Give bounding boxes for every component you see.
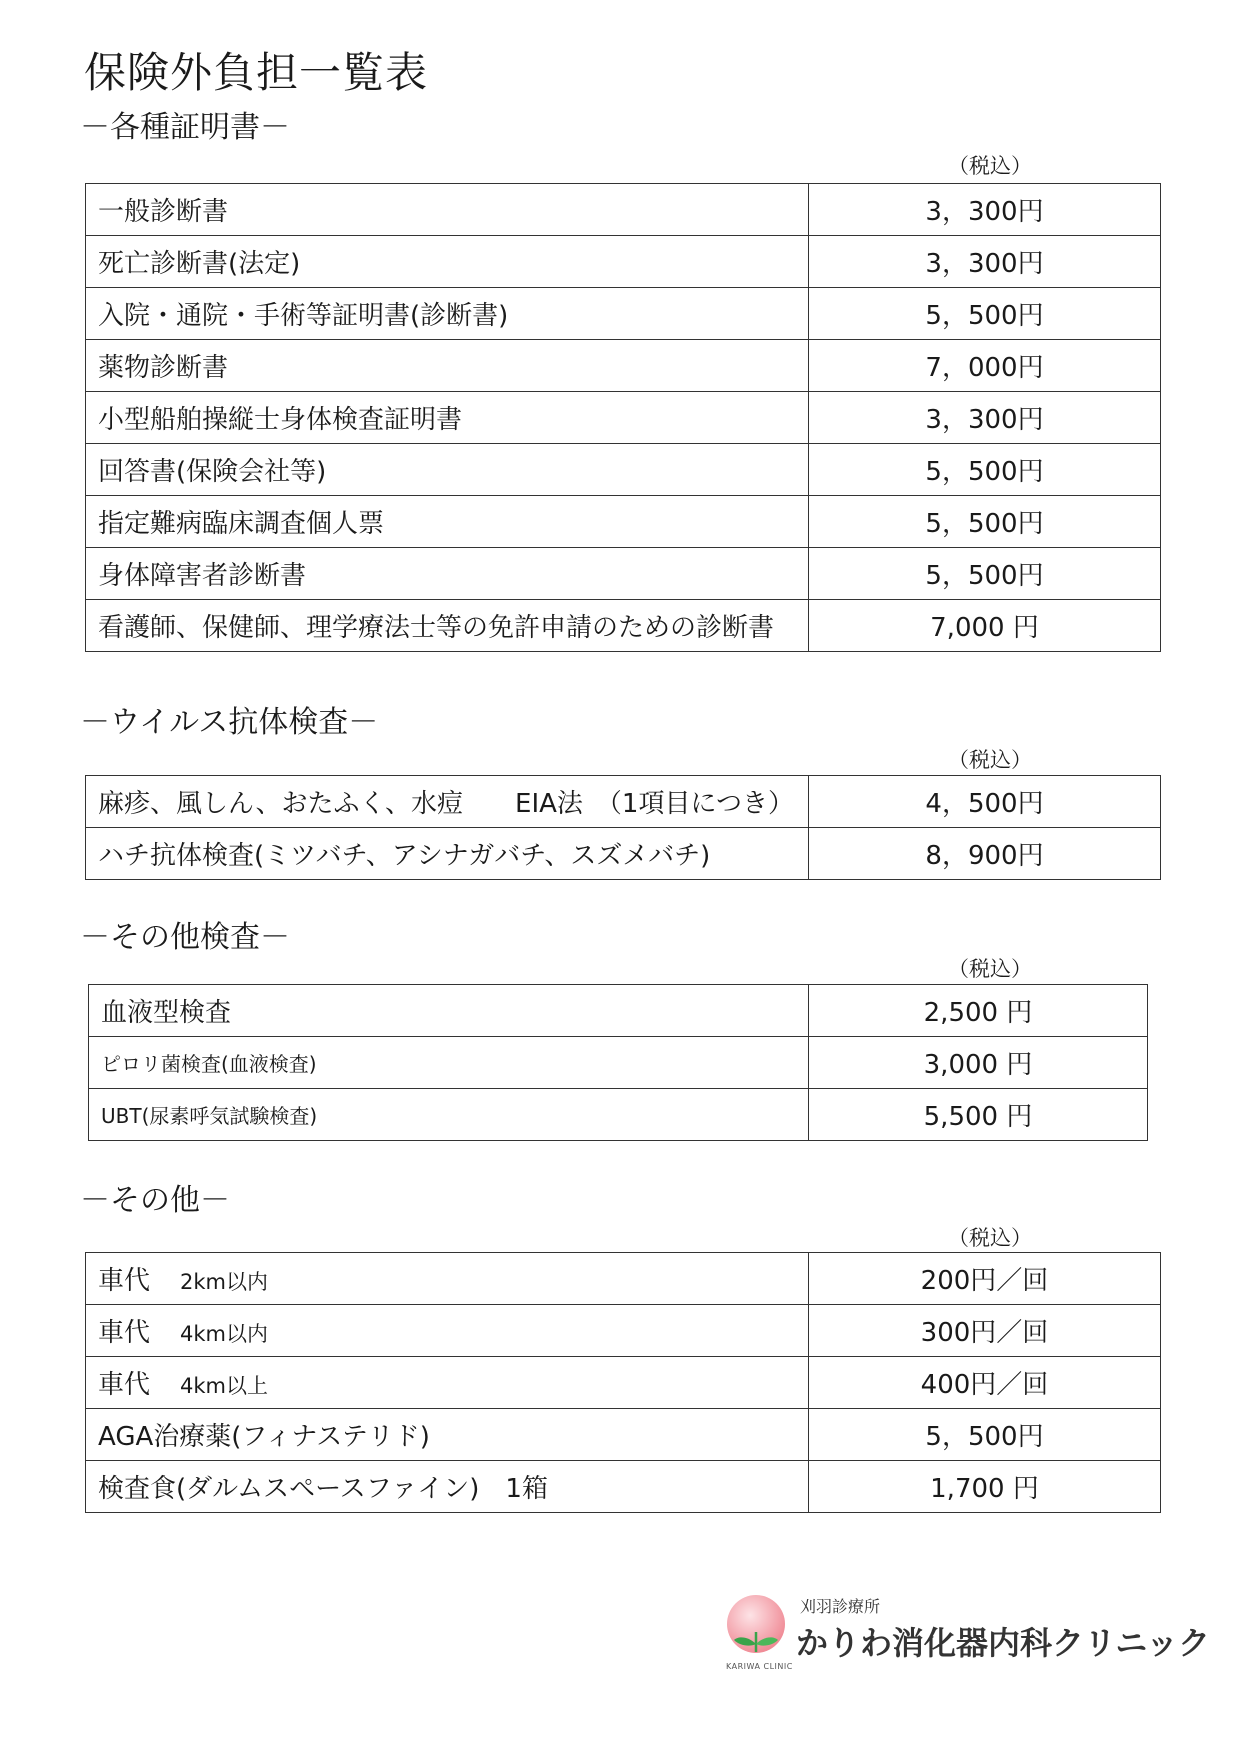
item-name: 一般診断書 (86, 184, 809, 236)
item-name: 血液型検査 (89, 985, 809, 1037)
item-name: UBT(尿素呼気試験検査) (89, 1089, 809, 1141)
table-row (86, 340, 1161, 392)
table-row (86, 496, 1161, 548)
item-name: 車代 (98, 1370, 151, 1400)
item-price: 7，000円 (809, 340, 1161, 392)
section-heading-antibody: －ウイルス抗体検査－ (80, 705, 379, 740)
item-name: 回答書(保険会社等) (86, 444, 809, 496)
tax-label: （税込） (948, 957, 1032, 981)
other-tests-table (88, 984, 1148, 1141)
table-row (86, 776, 1161, 828)
item-name: 小型船舶操縦士身体検査証明書 (86, 392, 809, 444)
section-heading-certificates: －各種証明書－ (80, 110, 290, 145)
clinic-logo (726, 1592, 1211, 1682)
certificates-table (85, 183, 1161, 652)
item-price: 3，300円 (809, 184, 1161, 236)
antibody-table (85, 775, 1161, 880)
tax-label: （税込） (948, 748, 1032, 772)
table-row (86, 1357, 1161, 1409)
table-row (86, 288, 1161, 340)
item-note: 4km以上 (180, 1374, 268, 1398)
table-row (86, 1305, 1161, 1357)
section-heading-other-tests: －その他検査－ (80, 920, 290, 955)
item-price: 4，500円 (809, 776, 1161, 828)
item-name: 入院・通院・手術等証明書(診断書) (86, 288, 809, 340)
table-row (89, 985, 1148, 1037)
table-row (89, 1037, 1148, 1089)
item-price: 5,500 円 (809, 1089, 1148, 1141)
item-name: 指定難病臨床調査個人票 (86, 496, 809, 548)
item-name: 検査食(ダルムスペースファイン) 1箱 (86, 1461, 809, 1513)
clinic-subtitle: 刈羽診療所 (800, 1597, 881, 1616)
item-price: 3,000 円 (809, 1037, 1148, 1089)
item-price: 5，500円 (809, 496, 1161, 548)
item-price: 2,500 円 (809, 985, 1148, 1037)
tax-label: （税込） (948, 154, 1032, 178)
table-row (86, 1409, 1161, 1461)
item-price: 5，500円 (809, 1409, 1161, 1461)
item-price: 8，900円 (809, 828, 1161, 880)
section-heading-others: －その他－ (80, 1183, 230, 1218)
page-title: 保険外負担一覧表 (84, 48, 429, 97)
clinic-english-name: KARIWA CLINIC (726, 1662, 793, 1671)
others-table (85, 1252, 1161, 1513)
item-name: 車代 (98, 1318, 151, 1348)
item-price: 3，300円 (809, 236, 1161, 288)
item-name: ピロリ菌検査(血液検査) (89, 1037, 809, 1089)
item-note: 2km以内 (180, 1270, 268, 1294)
clinic-name: かりわ消化器内科クリニック (796, 1624, 1211, 1662)
table-row (86, 1461, 1161, 1513)
peach-leaf-icon (726, 1592, 786, 1670)
item-price: 3，300円 (809, 392, 1161, 444)
table-row (86, 392, 1161, 444)
item-name: AGA治療薬(フィナステリド) (86, 1409, 809, 1461)
table-row (86, 444, 1161, 496)
item-price: 5，500円 (809, 288, 1161, 340)
item-name: 麻疹、風しん、おたふく、水痘 EIA法 （1項目につき） (86, 776, 809, 828)
item-price: 5，500円 (809, 548, 1161, 600)
item-price: 1,700 円 (809, 1461, 1161, 1513)
item-price: 5，500円 (809, 444, 1161, 496)
item-name: 車代 (98, 1266, 151, 1296)
item-price: 7,000 円 (809, 600, 1161, 652)
table-row (86, 184, 1161, 236)
table-row (86, 828, 1161, 880)
table-row (89, 1089, 1148, 1141)
item-price: 300円／回 (809, 1305, 1161, 1357)
table-row (86, 600, 1161, 652)
table-row (86, 1253, 1161, 1305)
tax-label: （税込） (948, 1226, 1032, 1250)
item-price: 400円／回 (809, 1357, 1161, 1409)
item-name: 死亡診断書(法定) (86, 236, 809, 288)
item-name: 薬物診断書 (86, 340, 809, 392)
item-name: 看護師、保健師、理学療法士等の免許申請のための診断書 (86, 600, 809, 652)
table-row (86, 236, 1161, 288)
item-price: 200円／回 (809, 1253, 1161, 1305)
item-note: 4km以内 (180, 1322, 268, 1346)
item-name: ハチ抗体検査(ミツバチ、アシナガバチ、スズメバチ) (86, 828, 809, 880)
table-row (86, 548, 1161, 600)
item-name: 身体障害者診断書 (86, 548, 809, 600)
